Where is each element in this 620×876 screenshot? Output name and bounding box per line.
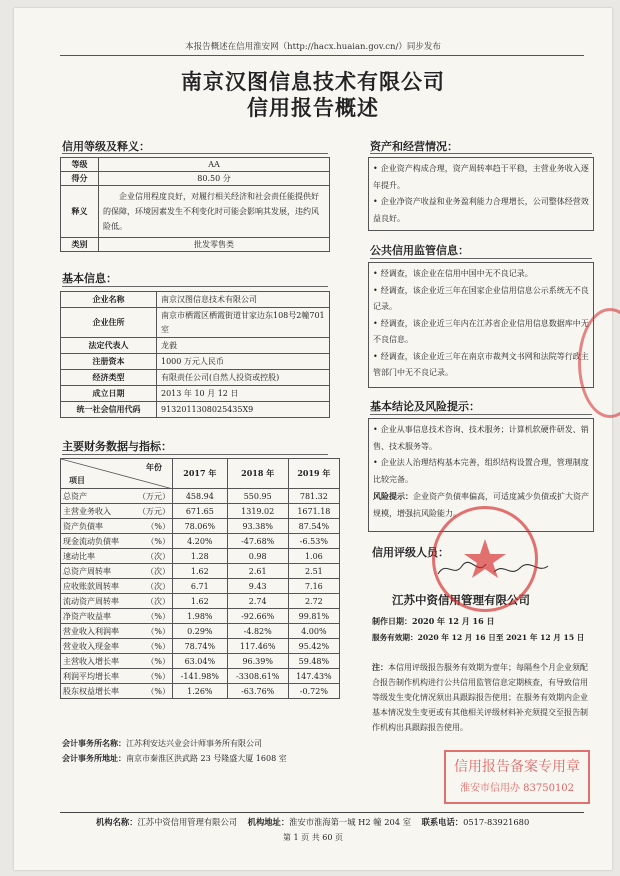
header-divider — [60, 55, 584, 56]
finance-value: 550.95 — [227, 489, 288, 504]
note-block — [372, 660, 594, 735]
basic-label: 法定代表人 — [61, 338, 157, 354]
footer-org-label: 机构名称： — [96, 817, 138, 827]
conclusion-section-line — [370, 414, 592, 415]
conclusion-item: • 企业法人治理结构基本完善，组织结构设置合理，管理制度比较完备。 — [373, 455, 589, 488]
table-row — [61, 669, 340, 684]
category-value: 批发零售类 — [99, 238, 330, 252]
basic-value: 有限责任公司(自然人投资或控股) — [157, 370, 330, 386]
supervision-box — [368, 262, 594, 388]
finance-item-unit: （次） — [146, 551, 170, 561]
footer-org-value: 江苏中资信用管理有限公司 — [137, 817, 238, 827]
finance-item-label: 营业收入现金率 — [63, 641, 119, 651]
finance-section-line — [62, 454, 328, 455]
document-page — [14, 8, 612, 870]
finance-value: -4.82% — [227, 624, 288, 639]
finance-item-name — [61, 669, 173, 684]
finance-value: -3308.61% — [227, 669, 288, 684]
finance-value: 1.62 — [173, 564, 228, 579]
auditor-label: 会计事务所名称： — [62, 738, 126, 748]
finance-item-name — [61, 639, 173, 654]
conclusion-section-title: 基本结论及风险提示： — [370, 400, 480, 413]
finance-item-label: 净资产收益率 — [63, 611, 111, 621]
basic-label: 企业住所 — [61, 308, 157, 338]
finance-value: 78.74% — [173, 639, 228, 654]
finance-item-unit: （%） — [146, 611, 170, 621]
finance-value: 7.16 — [288, 579, 339, 594]
corner-item-label: 项目 — [69, 475, 85, 485]
page-title: 南京汉图信息技术有限公司 — [181, 69, 445, 94]
seal-star-icon — [435, 509, 535, 609]
finance-value: -92.66% — [227, 609, 288, 624]
finance-item-name — [61, 534, 173, 549]
finance-table — [60, 458, 340, 699]
service-period-line — [372, 632, 584, 643]
supervision-item: • 经调查，该企业近三年在南京市裁判文书网和法院等行政主管部门中无不良记录。 — [373, 349, 589, 382]
finance-item-unit: （%） — [146, 641, 170, 651]
finance-item-unit: （%） — [146, 536, 170, 546]
service-period-label: 服务有效期： — [372, 633, 418, 642]
year-header: 2019 年 — [288, 459, 339, 489]
footer-phone-value: 0517-83921680 — [463, 817, 530, 827]
rating-section-title: 信用等级及释义： — [62, 140, 150, 153]
basic-section-title: 基本信息： — [62, 272, 117, 285]
assets-item: • 企业净资产收益和业务盈利能力合理增长，公司整体经营效益良好。 — [373, 194, 589, 227]
finance-value: 63.04% — [173, 654, 228, 669]
score-value: 80.50 分 — [99, 172, 330, 186]
finance-item-name — [61, 654, 173, 669]
table-row — [61, 639, 340, 654]
basic-section-line — [62, 286, 328, 287]
basic-info-table — [60, 291, 330, 418]
finance-item-unit: （万元） — [138, 506, 170, 516]
assets-section-line — [370, 153, 592, 154]
finance-value: 2.51 — [288, 564, 339, 579]
finance-item-label: 应收账款周转率 — [63, 581, 119, 591]
finance-value: 1.28 — [173, 549, 228, 564]
auditor-line — [62, 738, 262, 749]
finance-item-unit: （%） — [146, 626, 170, 636]
assets-section-title: 资产和经营情况： — [370, 140, 458, 153]
finance-value: 1319.02 — [227, 504, 288, 519]
auditor-address-line — [62, 753, 287, 764]
footer-phone-label: 联系电话： — [421, 817, 464, 827]
corner-year-label: 年份 — [146, 462, 162, 472]
basic-label: 成立日期 — [61, 386, 157, 402]
finance-value: 78.06% — [173, 519, 228, 534]
agency-name: 江苏中资信用管理有限公司 — [392, 593, 530, 607]
assets-box — [368, 157, 594, 231]
finance-item-unit: （次） — [146, 566, 170, 576]
finance-item-name — [61, 684, 173, 699]
finance-value: 2.61 — [227, 564, 288, 579]
risk-label: 风险提示： — [373, 491, 413, 501]
finance-value: 59.48% — [288, 654, 339, 669]
auditor-address-value: 南京市秦淮区洪武路 23 号隆盛大厦 1608 室 — [126, 754, 287, 763]
finance-value: 99.81% — [288, 609, 339, 624]
meaning-label: 释义 — [61, 186, 99, 238]
finance-item-label: 利润平均增长率 — [63, 671, 119, 681]
finance-value: 96.39% — [227, 654, 288, 669]
finance-item-name — [61, 624, 173, 639]
finance-value: 2.74 — [227, 594, 288, 609]
rating-staff-label: 信用评级人员： — [372, 546, 449, 559]
finance-item-unit: （次） — [146, 581, 170, 591]
finance-item-unit: （%） — [146, 671, 170, 681]
finance-section-title: 主要财务数据与指标： — [62, 440, 172, 453]
table-row — [61, 504, 340, 519]
finance-value: 781.32 — [288, 489, 339, 504]
page-number: 第 1 页 共 60 页 — [283, 833, 343, 842]
finance-item-name — [61, 609, 173, 624]
finance-item-label: 现金流动负债率 — [63, 536, 119, 546]
supervision-section-line — [370, 258, 592, 259]
footer-line — [96, 816, 529, 828]
finance-value: 2.72 — [288, 594, 339, 609]
assets-item: • 企业资产构成合理，资产周转率趋于平稳，主营业务收入逐年提升。 — [373, 161, 589, 194]
finance-item-unit: （%） — [146, 521, 170, 531]
footer-addr-label: 机构地址： — [247, 817, 290, 827]
supervision-item: • 经调查，该企业在信用中国中无不良记录。 — [373, 266, 589, 283]
finance-value: 117.46% — [227, 639, 288, 654]
meaning-value: 企业信用程度良好，对履行相关经济和社会责任能提供好的保障，环境因素发生不利变化时可能会影响其发展，违约风险低。 — [99, 186, 330, 238]
finance-rows — [61, 489, 340, 699]
basic-label: 注册资本 — [61, 354, 157, 370]
table-row — [61, 684, 340, 699]
supervision-item: • 经调查，该企业近三年在国家企业信用信息公示系统无不良记录。 — [373, 283, 589, 316]
finance-value: 1.26% — [173, 684, 228, 699]
finance-value: -63.76% — [227, 684, 288, 699]
finance-item-name — [61, 594, 173, 609]
report-date-line — [372, 616, 494, 627]
finance-item-label: 总资产周转率 — [63, 566, 111, 576]
finance-value: 147.43% — [288, 669, 339, 684]
filing-stamp — [444, 750, 590, 804]
finance-item-name — [61, 579, 173, 594]
finance-item-unit: （%） — [146, 686, 170, 696]
finance-value: 93.38% — [227, 519, 288, 534]
grade-label: 等级 — [61, 158, 99, 172]
filing-stamp-sub: 淮安市信用办 83750102 — [459, 783, 575, 794]
basic-value: 南京市栖霞区栖霞街道甘家边东108号2幢701室 — [157, 308, 330, 338]
table-row — [61, 609, 340, 624]
footer-divider — [60, 812, 584, 813]
table-row — [61, 654, 340, 669]
finance-value: 1671.18 — [288, 504, 339, 519]
supervision-item: • 经调查，该企业近三年内在江苏省企业信用信息数据库中无不良信息。 — [373, 316, 589, 349]
company-seal-stamp — [432, 506, 538, 612]
finance-value: -141.98% — [173, 669, 228, 684]
finance-item-unit: （%） — [146, 656, 170, 666]
table-row — [61, 579, 340, 594]
table-row — [61, 534, 340, 549]
finance-value: 87.54% — [288, 519, 339, 534]
finance-item-label: 流动资产周转率 — [63, 596, 119, 606]
category-label: 类别 — [61, 238, 99, 252]
finance-value: -6.53% — [288, 534, 339, 549]
finance-value: 4.00% — [288, 624, 339, 639]
basic-label: 经济类型 — [61, 370, 157, 386]
table-row — [61, 594, 340, 609]
report-date-value: 2020 年 12 月 16 日 — [412, 616, 495, 626]
finance-value: 0.98 — [227, 549, 288, 564]
finance-item-unit: （次） — [146, 596, 170, 606]
finance-item-label: 股东权益增长率 — [63, 686, 119, 696]
finance-item-label: 主营收入增长率 — [63, 656, 119, 666]
table-row — [61, 489, 340, 504]
finance-item-name — [61, 564, 173, 579]
finance-value: 1.98% — [173, 609, 228, 624]
basic-value: 1000 万元人民币 — [157, 354, 330, 370]
finance-item-label: 速动比率 — [63, 551, 95, 561]
rating-section-line — [62, 153, 328, 154]
finance-item-label: 总资产 — [63, 491, 87, 501]
supervision-section-title: 公共信用监管信息： — [370, 244, 469, 257]
finance-item-label: 资产负债率 — [63, 521, 103, 531]
basic-label: 企业名称 — [61, 292, 157, 308]
table-row — [61, 519, 340, 534]
finance-value: 95.42% — [288, 639, 339, 654]
finance-value: 671.65 — [173, 504, 228, 519]
auditor-value: 江苏利安达兴业会计师事务所有限公司 — [126, 739, 262, 748]
table-row — [61, 564, 340, 579]
footer-addr-value: 淮安市淮海第一城 H2 幢 204 室 — [289, 817, 412, 827]
finance-item-name — [61, 504, 173, 519]
basic-value: 2013 年 10 月 12 日 — [157, 386, 330, 402]
conclusion-item: • 企业从事信息技术咨询、技术服务；计算机软硬件研发、销售、技术服务等。 — [373, 422, 589, 455]
page-subtitle: 信用报告概述 — [247, 95, 379, 120]
finance-corner-cell — [61, 459, 173, 489]
finance-value: 9.43 — [227, 579, 288, 594]
finance-value: -0.72% — [288, 684, 339, 699]
finance-item-label: 主营业务收入 — [63, 506, 111, 516]
finance-item-name — [61, 489, 173, 504]
service-period-value: 2020 年 12 月 16 日至 2021 年 12 月 15 日 — [417, 633, 585, 642]
finance-item-unit: （万元） — [138, 491, 170, 501]
table-row — [61, 549, 340, 564]
finance-value: 6.71 — [173, 579, 228, 594]
year-header: 2017 年 — [173, 459, 228, 489]
grade-value: AA — [99, 158, 330, 172]
finance-item-label: 营业收入利润率 — [63, 626, 119, 636]
finance-value: 458.94 — [173, 489, 228, 504]
finance-item-name — [61, 519, 173, 534]
table-row — [61, 624, 340, 639]
basic-label: 统一社会信用代码 — [61, 402, 157, 418]
score-label: 得分 — [61, 172, 99, 186]
auditor-address-label: 会计事务所地址： — [62, 753, 126, 763]
report-date-label: 制作日期： — [372, 616, 412, 626]
filing-stamp-title: 信用报告备案专用章 — [454, 759, 580, 775]
risk-text: 企业资产负债率偏高，可适度减少负债或扩大资产规模，增强抗风险能力。 — [373, 492, 589, 518]
basic-value: 龙毅 — [157, 338, 330, 354]
header-note: 本报告概述在信用淮安网（http://hacx.huaian.gov.cn/）同步发布 — [185, 42, 441, 52]
basic-value: 9132011308025435X9 — [157, 402, 330, 418]
finance-value: 4.20% — [173, 534, 228, 549]
finance-value: 1.06 — [288, 549, 339, 564]
finance-value: 1.62 — [173, 594, 228, 609]
rating-table — [60, 157, 330, 252]
finance-item-name — [61, 549, 173, 564]
basic-value: 南京汉图信息技术有限公司 — [157, 292, 330, 308]
finance-value: 0.29% — [173, 624, 228, 639]
note-text: 本信用评级报告服务有效期为壹年；每隔叁个月企业须配合报告制作机构进行公共信用监管信息定期核查，有导致信用等级发生变化情况须出具跟踪报告使用；在服务有效期内企业基本情况发生变更或有其他相关评级材料补充须提交至报告制作机构出具跟踪报告使用。 — [372, 663, 588, 732]
note-label: 注： — [372, 662, 388, 672]
finance-value: -47.68% — [227, 534, 288, 549]
year-header: 2018 年 — [227, 459, 288, 489]
